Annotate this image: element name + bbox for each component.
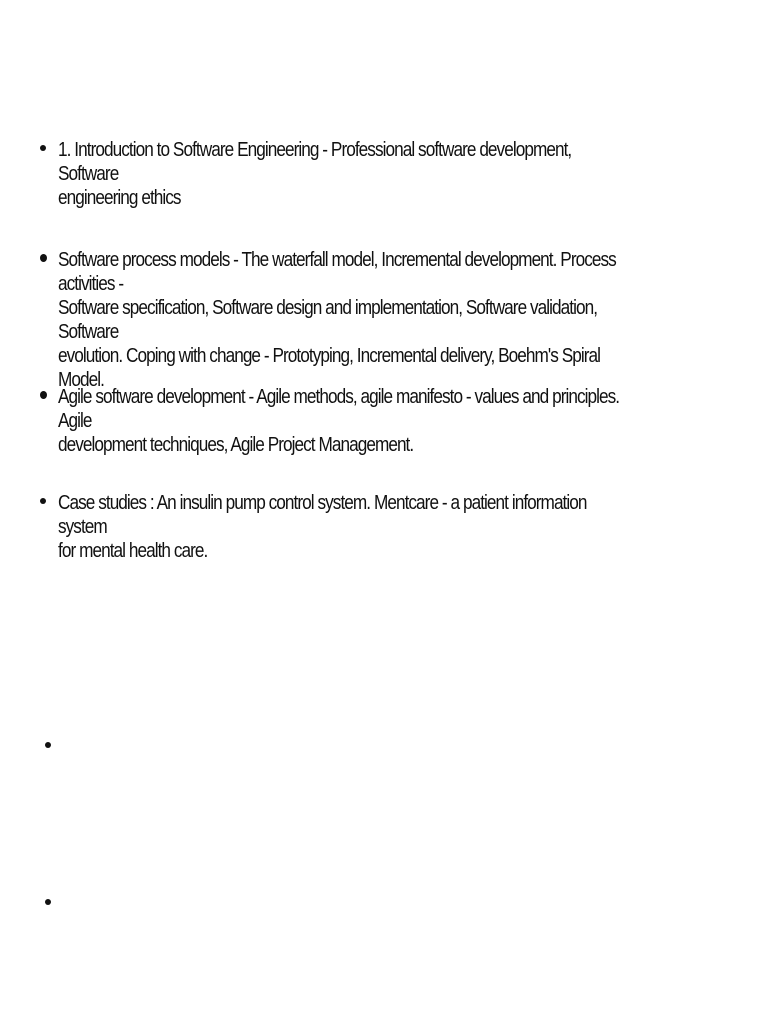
bullet-dot-icon	[40, 498, 46, 504]
empty-bullet-icon	[45, 899, 51, 905]
bullet-text: Case studies : An insulin pump control system. Mentcare - a patient information system for mental health care.	[58, 492, 587, 562]
bullet-text: 1. Introduction to Software Engineering - Professional software development, Software engineering ethics	[58, 139, 572, 209]
empty-bullet-icon	[45, 742, 51, 748]
bullet-dot-icon	[40, 145, 46, 151]
bullet-dot-icon	[40, 391, 47, 399]
bullet-dot-icon	[40, 254, 47, 262]
bullet-text: Agile software development - Agile methods, agile manifesto - values and principles. Agile development techniques, Agile Project Management.	[58, 386, 620, 456]
bullet-text: Software process models - The waterfall model, Incremental development. Process activities - Software specification, Software design and implementation, Software validation, Software evolution. Coping with change - Prototyping, Incremental delivery, Boehm's Spiral Model.	[58, 249, 616, 391]
